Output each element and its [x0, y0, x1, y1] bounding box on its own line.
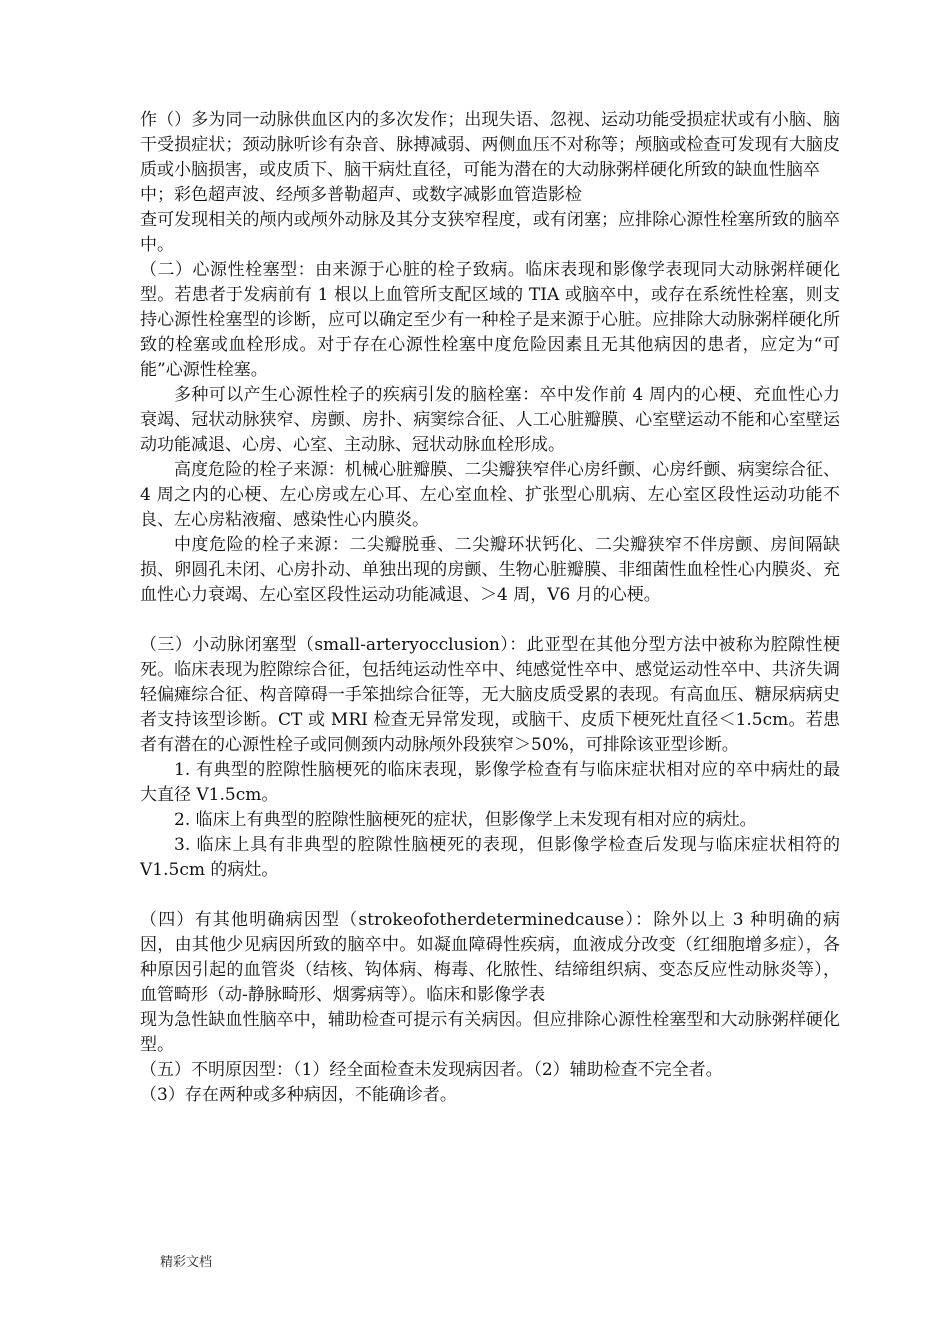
- spacer: [140, 608, 840, 633]
- document-body: [140, 108, 840, 1108]
- paragraph-high-risk-sources: 高度危险的栓子来源：机械心脏瓣膜、二尖瓣狭窄伴心房纤颤、心房纤颤、病窦综合征、4 周之内的心梗、左心房或左心耳、左心室血栓、扩张型心肌病、左心室区段性运动功能不良、左心房粘液瘤、感染性心内膜炎。: [140, 460, 840, 530]
- paragraph-undetermined-cause: （五）不明原因型：（1）经全面检查未发现病因者。（2）辅助检查不完全者。: [140, 1060, 723, 1080]
- paragraph-medium-risk-sources: 中度危险的栓子来源：二尖瓣脱垂、二尖瓣环状钙化、二尖瓣狭窄不伴房颤、房间隔缺损、卵圆孔未闭、心房扑动、单独出现的房颤、生物心脏瓣膜、非细菌性血栓性心内膜炎、充血性心力衰竭、左心室区段性运动功能减退、＞4 周，V6 月的心梗。: [140, 535, 840, 605]
- paragraph-diagnosis-continued: 作（）多为同一动脉供血区内的多次发作；出现失语、忽视、运动功能受损症状或有小脑、脑干受损症状；颈动脉听诊有杂音、脉搏减弱、两侧血压不对称等；颅脑或检查可发现有大脑皮质或小脑损害，或皮质下、脑干病灶直径，可能为潜在的大动脉粥样硬化所致的缺血性脑卒: [140, 110, 840, 180]
- paragraph-undetermined-cause-3: （3）存在两种或多种病因，不能确诊者。: [140, 1085, 457, 1105]
- paragraph-embolic-diseases: 多种可以产生心源性栓子的疾病引发的脑栓塞：卒中发作前 4 周内的心梗、充血性心力衰竭、冠状动脉狭窄、房颤、房扑、病窦综合征、人工心脏瓣膜、心室壁运动不能和心室壁运动功能减退、心房、心室、主动脉、冠状动脉血栓形成。: [140, 385, 840, 455]
- list-item-criterion-1: 1. 有典型的腔隙性脑梗死的临床表现，影像学检查有与临床症状相对应的卒中病灶的最大直径 V1.5cm。: [140, 760, 840, 805]
- spacer: [140, 883, 840, 908]
- paragraph-other-determined-cause: （四）有其他明确病因型（strokeofotherdeterminedcause）：除外以上 3 种明确的病因，由其他少见病因所致的脑卒中。如凝血障碍性疾病，血液成分改变（红细胞增多症），各种原因引起的血管炎（结核、钩体病、梅毒、化脓性、结缔组织病、变态反应性动脉炎等），血管畸形（动-静脉畸形、烟雾病等）。临床和影像学表: [140, 910, 840, 1005]
- paragraph-small-artery-occlusion: （三）小动脉闭塞型（small-arteryocclusion）：此亚型在其他分型方法中被称为腔隙性梗死。临床表现为腔隙综合征，包括纯运动性卒中、纯感觉性卒中、感觉运动性卒中、共济失调轻偏瘫综合征、构音障碍一手笨拙综合征等，无大脑皮质受累的表现。有高血压、糖尿病病史者支持该型诊断。CT 或 MRI 检查无异常发现，或脑干、皮质下梗死灶直径＜1.5cm。若患者有潜在的心源性栓子或同侧颈内动脉颅外段狭窄＞50%，可排除该亚型诊断。: [140, 635, 840, 755]
- paragraph-exclusion: 查可发现相关的颅内或颅外动脉及其分支狭窄程度，或有闭塞；应排除心源性栓塞所致的脑卒中。: [140, 210, 840, 255]
- paragraph-other-cause-continued: 现为急性缺血性脑卒中，辅助检查可提示有关病因。但应排除心源性栓塞型和大动脉粥样硬化型。: [140, 1010, 840, 1055]
- paragraph-ultrasound: 中；彩色超声波、经颅多普勒超声、或数字减影血管造影检: [140, 185, 582, 205]
- list-item-criterion-3: 3. 临床上具有非典型的腔隙性脑梗死的表现，但影像学检查后发现与临床症状相符的 V1.5cm 的病灶。: [140, 835, 840, 880]
- list-item-criterion-2: 2. 临床上有典型的腔隙性脑梗死的症状，但影像学上未发现有相对应的病灶。: [174, 810, 757, 830]
- paragraph-cardioembolic: （二）心源性栓塞型：由来源于心脏的栓子致病。临床表现和影像学表现同大动脉粥样硬化型。若患者于发病前有 1 根以上血管所支配区域的 TIA 或脑卒中，或存在系统性栓塞，则支持心源性栓塞型的诊断，应可以确定至少有一种栓子是来源于心脏。应排除大动脉粥样硬化所致的栓塞或血栓形成。对于存在心源性栓塞中度危险因素且无其他病因的患者，应定为“可能”心源性栓塞。: [140, 260, 840, 380]
- footer-text: 精彩文档: [160, 1255, 213, 1270]
